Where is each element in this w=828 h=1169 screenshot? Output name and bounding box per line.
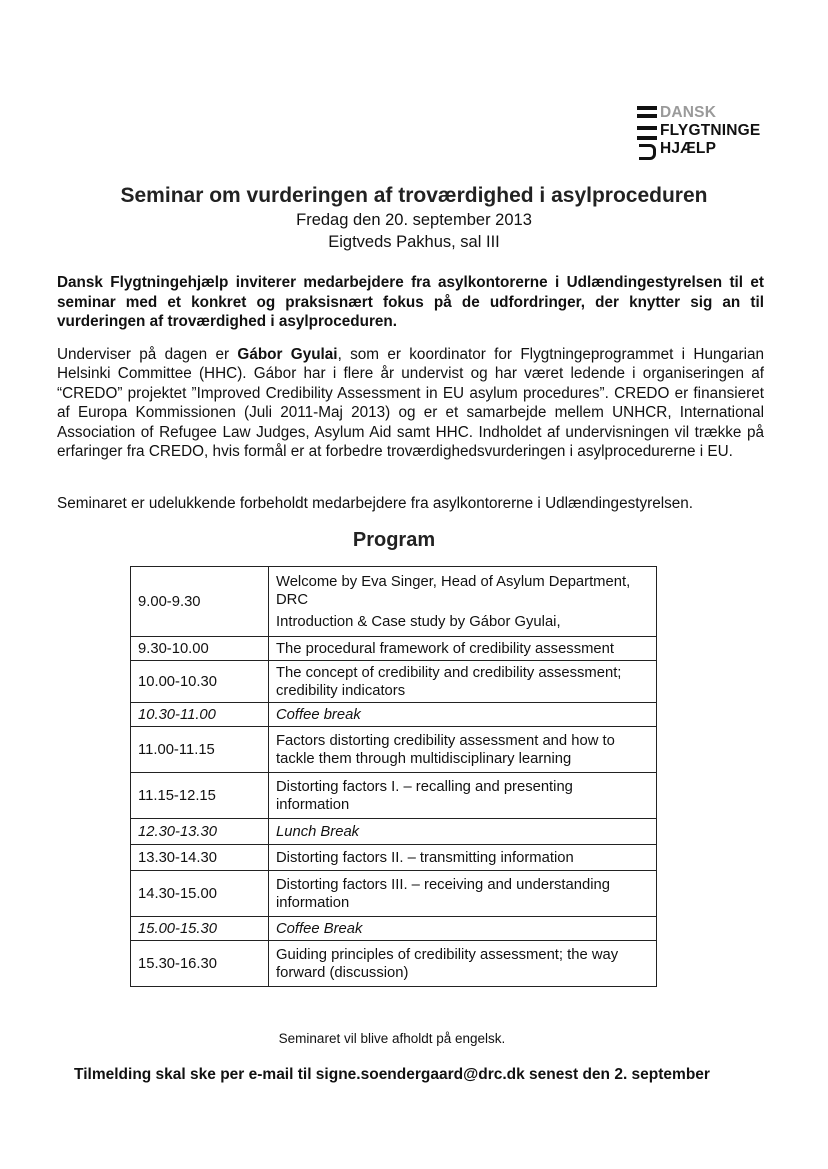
row-time: 14.30-15.00 <box>131 871 269 917</box>
logo-line-2: FLYGTNINGE <box>660 122 761 139</box>
row-session: Coffee break <box>269 703 657 727</box>
body-lead: Underviser på dagen er <box>57 346 238 363</box>
row-time: 9.30-10.00 <box>131 637 269 661</box>
table-row <box>131 917 657 941</box>
page-title: Seminar om vurderingen af troværdighed i asylproceduren <box>120 184 708 207</box>
body-rest: , som er koordinator for Flygtningeprogrammet i Hungarian Helsinki Committee (HHC). Gábor har i flere år undervist og har været ledende i organiseringen af “CREDO” projektet ”Improved Credibility Assessment in EU asylum procedures”. CREDO er finansieret af Europa Kommissionen (Juli 2011-Maj 2013) og er et samarbejde mellem UNHCR, International Association of Refugee Law Judges, Asylum Aid samt HHC. Indholdet af undervisningen vil trække på erfaringer fra CREDO, hvis formål er at forbedre troværdighedsvurderingen i asylprocedurerne i EU. <box>57 346 764 461</box>
row-session: Factors distorting credibility assessment and how to tackle them through multidisciplinary learning <box>269 727 657 773</box>
program-table <box>130 566 657 987</box>
row-time: 10.00-10.30 <box>131 661 269 703</box>
table-row <box>131 941 657 987</box>
table-row <box>131 845 657 871</box>
row-session-line: Welcome by Eva Singer, Head of Asylum Department, DRC <box>276 573 631 608</box>
event-date: Fredag den 20. september 2013 <box>296 211 532 229</box>
event-venue: Eigtveds Pakhus, sal III <box>328 233 500 251</box>
row-session: Guiding principles of credibility assessment; the way forward (discussion) <box>269 941 657 987</box>
table-row <box>131 727 657 773</box>
speaker-name: Gábor Gyulai <box>237 346 338 363</box>
row-session: The procedural framework of credibility assessment <box>269 637 657 661</box>
row-time: 13.30-14.30 <box>131 845 269 871</box>
restriction-note: Seminaret er udelukkende forbeholdt medarbejdere fra asylkontorerne i Udlændingestyrelsen. <box>57 495 694 512</box>
row-session: Distorting factors III. – receiving and understanding information <box>269 871 657 917</box>
logo-wordmark <box>660 104 760 158</box>
drc-logo <box>637 104 787 160</box>
table-row <box>131 637 657 661</box>
row-session: Distorting factors I. – recalling and presenting information <box>269 773 657 819</box>
row-session <box>269 567 657 637</box>
row-session: Lunch Break <box>269 819 657 845</box>
row-session-line: Introduction & Case study by Gábor Gyulai, <box>276 613 561 630</box>
intro-paragraph: Dansk Flygtningehjælp inviterer medarbejdere fra asylkontorerne i Udlændingestyrelsen til et seminar med et konkret og praksisnært fokus på de udfordringer, der knytter sig an til vurderingen af troværdighed i asylproceduren. <box>57 274 764 330</box>
drc-logo-mark-icon <box>637 106 657 158</box>
program-title: Program <box>352 529 436 551</box>
table-row <box>131 661 657 703</box>
row-time: 11.15-12.15 <box>131 773 269 819</box>
table-row <box>131 567 657 637</box>
language-note: Seminaret vil blive afholdt på engelsk. <box>278 1031 506 1046</box>
table-row <box>131 819 657 845</box>
row-session: Distorting factors II. – transmitting information <box>269 845 657 871</box>
table-row <box>131 773 657 819</box>
row-time: 10.30-11.00 <box>131 703 269 727</box>
row-session: The concept of credibility and credibility assessment; credibility indicators <box>269 661 657 703</box>
table-row <box>131 871 657 917</box>
row-session: Coffee Break <box>269 917 657 941</box>
body-paragraph <box>57 345 764 461</box>
logo-line-3: HJÆLP <box>660 140 717 157</box>
row-time: 15.00-15.30 <box>131 917 269 941</box>
table-row <box>131 703 657 727</box>
row-time: 15.30-16.30 <box>131 941 269 987</box>
logo-line-1: DANSK <box>660 104 717 121</box>
row-time: 12.30-13.30 <box>131 819 269 845</box>
row-time: 11.00-11.15 <box>131 727 269 773</box>
signup-instructions: Tilmelding skal ske per e-mail til signe.soendergaard@drc.dk senest den 2. september <box>74 1066 710 1083</box>
row-time: 9.00-9.30 <box>131 567 269 637</box>
